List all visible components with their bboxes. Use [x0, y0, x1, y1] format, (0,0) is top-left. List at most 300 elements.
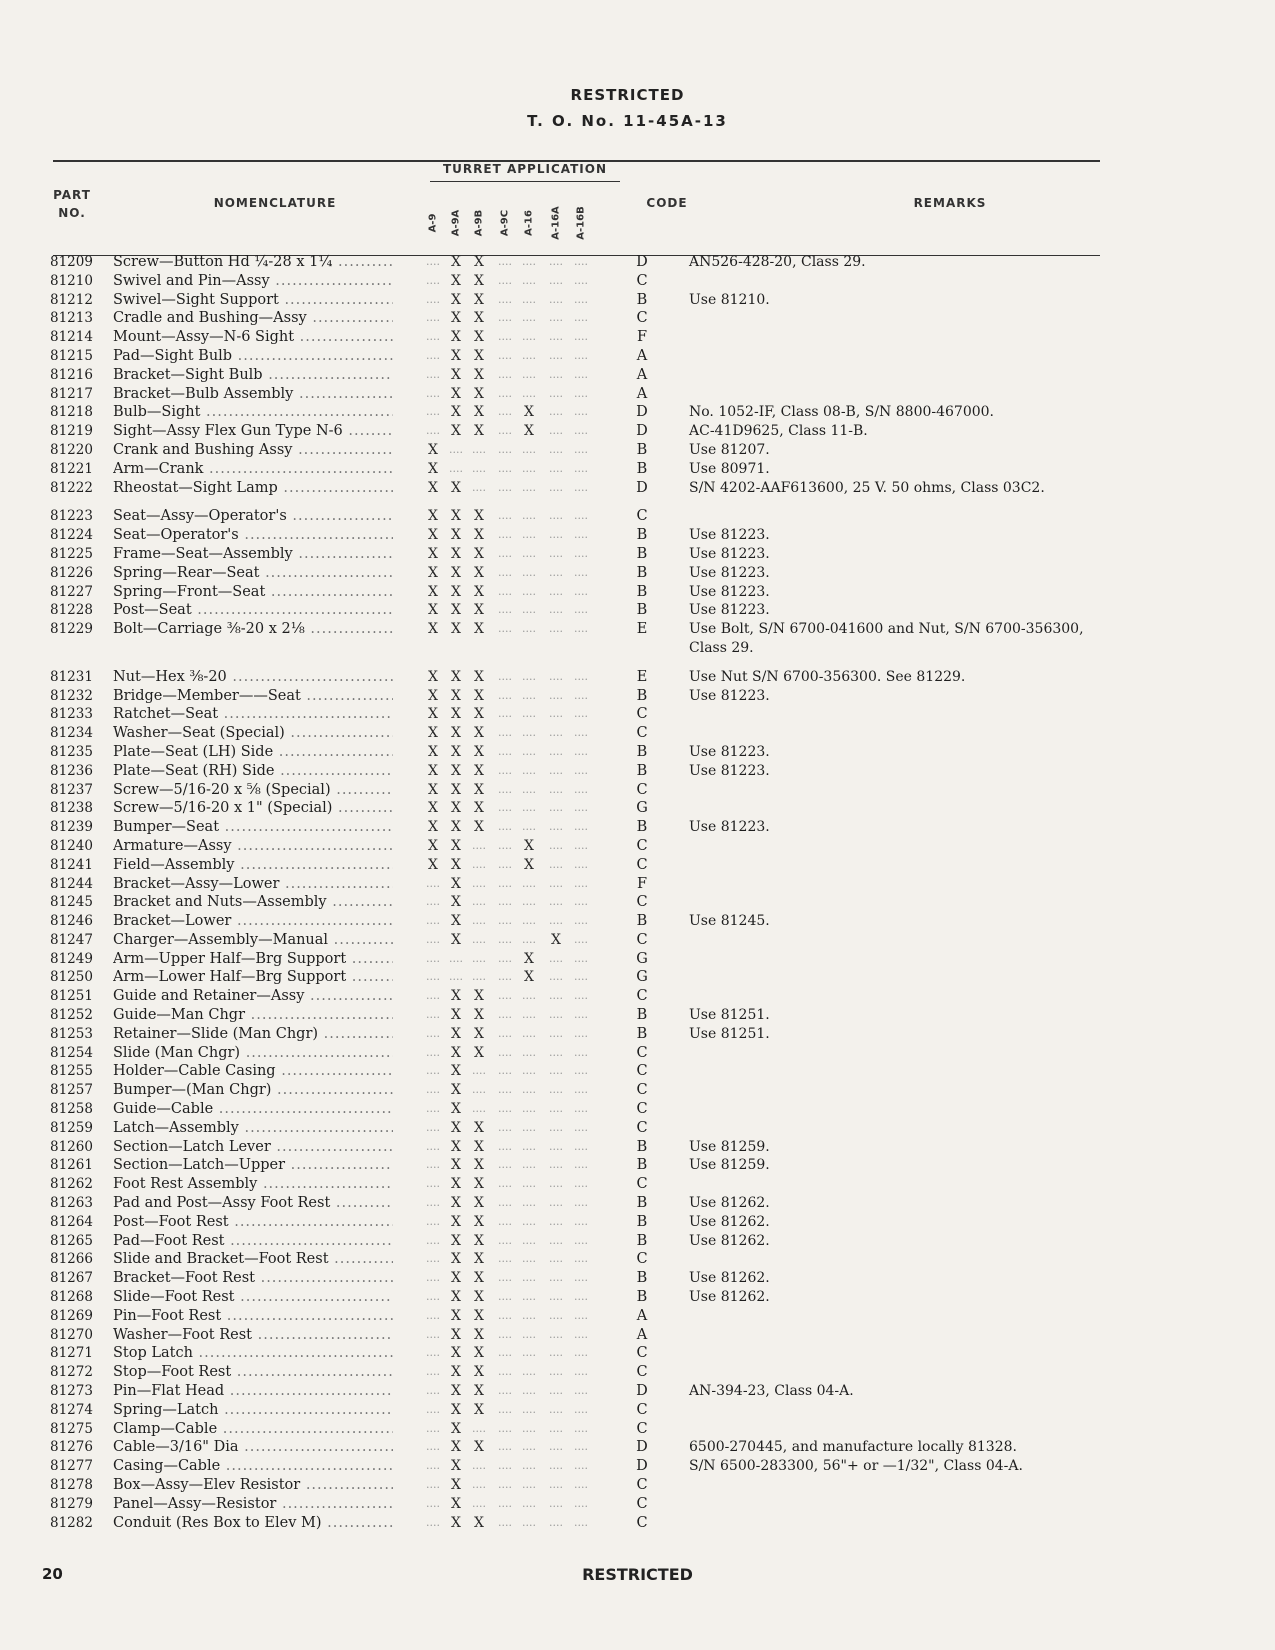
- turret-header-a-9a: [447, 198, 465, 248]
- turret-cell-a-16b: ....: [574, 1026, 588, 1040]
- turret-cell-a-9c: ....: [498, 1045, 512, 1059]
- turret-cell-a-16a: ....: [549, 914, 563, 928]
- turret-cell-a-16b: ....: [574, 255, 588, 268]
- table-row: [0, 601, 1275, 620]
- turret-cell-a-9b: X: [474, 564, 484, 581]
- turret-cell-a-9a: ....: [449, 461, 463, 475]
- turret-cell-a-16a: ....: [549, 763, 563, 777]
- turret-cell-a-9a: X: [451, 508, 461, 525]
- table-row: [0, 687, 1275, 706]
- turret-cell-a-9: X: [428, 762, 438, 779]
- turret-cell-a-16: ....: [522, 914, 536, 928]
- technical-order-number: T. O. No. 11-45A-13: [527, 112, 728, 130]
- turret-cell-a-16: ....: [522, 726, 536, 740]
- table-row: [0, 1344, 1275, 1363]
- turret-cell-a-9b: X: [474, 1307, 484, 1324]
- turret-cell-a-16a: ....: [549, 1459, 563, 1473]
- part-number: 81265: [50, 1232, 93, 1249]
- turret-cell-a-9b: X: [474, 743, 484, 760]
- part-number: 81264: [50, 1213, 93, 1230]
- turret-cell-a-9: ....: [426, 1008, 440, 1022]
- turret-cell-a-16: ....: [522, 876, 536, 890]
- turret-cell-a-9c: ....: [498, 801, 512, 815]
- table-row: [0, 1438, 1275, 1457]
- turret-cell-a-9a: X: [451, 1044, 461, 1061]
- turret-cell-a-9b: X: [474, 725, 484, 742]
- turret-cell-a-9b: X: [474, 347, 484, 364]
- nomenclature: Swivel—Sight Support .....: [113, 291, 393, 310]
- turret-cell-a-16: ....: [522, 1496, 536, 1510]
- turret-cell-a-16: ....: [522, 1252, 536, 1266]
- turret-cell-a-16b: ....: [574, 970, 588, 984]
- table-row: [0, 1250, 1275, 1269]
- turret-cell-a-9a: X: [451, 1345, 461, 1362]
- remarks-text: AC-41D9625, Class 11-B.: [689, 423, 868, 440]
- turret-cell-a-16: ....: [522, 528, 536, 542]
- remarks-text: Use 81251.: [689, 1007, 770, 1024]
- table-row: [0, 837, 1275, 856]
- table-row: [0, 1307, 1275, 1326]
- turret-cell-a-16: ....: [522, 1008, 536, 1022]
- nomenclature: Clamp—Cable .....: [113, 1420, 393, 1439]
- part-number: 81279: [50, 1495, 93, 1512]
- nomenclature: Foot Rest Assembly .....: [113, 1175, 393, 1194]
- part-number: 81277: [50, 1458, 93, 1475]
- turret-cell-a-9: ....: [426, 1459, 440, 1473]
- turret-cell-a-16a: ....: [549, 1064, 563, 1078]
- nomenclature: Nut—Hex ⅜-20 .....: [113, 668, 393, 687]
- turret-cell-a-9a: X: [451, 1307, 461, 1324]
- turret-cell-a-16b: ....: [574, 1139, 588, 1153]
- turret-cell-a-16b: ....: [574, 1196, 588, 1210]
- turret-cell-a-16: ....: [522, 1346, 536, 1360]
- table-row: [0, 366, 1275, 385]
- turret-cell-a-9a: ....: [449, 951, 463, 965]
- table-row: [0, 479, 1275, 498]
- turret-cell-a-9c: ....: [498, 565, 512, 579]
- remarks-text: Use 81262.: [689, 1232, 770, 1249]
- turret-cell-a-9a: X: [451, 583, 461, 600]
- turret-cell-a-9: ....: [426, 386, 440, 400]
- turret-cell-a-16b: ....: [574, 311, 588, 325]
- turret-cell-a-9c: ....: [498, 1365, 512, 1379]
- turret-cell-a-9: X: [428, 527, 438, 544]
- turret-cell-a-9a: X: [451, 913, 461, 930]
- code-letter: C: [636, 508, 648, 525]
- turret-cell-a-9c: ....: [498, 311, 512, 325]
- turret-cell-a-9c: ....: [498, 838, 512, 852]
- nomenclature: Conduit (Res Box to Elev M) .....: [113, 1514, 393, 1533]
- turret-cell-a-16a: ....: [549, 405, 563, 419]
- turret-cell-a-9c: ....: [498, 480, 512, 494]
- turret-cell-a-9b: X: [474, 1514, 484, 1531]
- turret-cell-a-16a: ....: [549, 1214, 563, 1228]
- code-letter: B: [636, 460, 648, 477]
- turret-cell-a-9c: ....: [498, 951, 512, 965]
- part-number: 81227: [50, 583, 93, 600]
- turret-cell-a-9: ....: [426, 1196, 440, 1210]
- table-row: [0, 1420, 1275, 1439]
- turret-cell-a-9c: ....: [498, 1026, 512, 1040]
- part-number: 81221: [50, 460, 93, 477]
- turret-cell-a-16: ....: [522, 1478, 536, 1491]
- nomenclature: Washer—Foot Rest .....: [113, 1326, 393, 1345]
- part-number: 81224: [50, 527, 93, 544]
- part-number: 81245: [50, 894, 93, 911]
- turret-header-rule: [430, 181, 620, 182]
- table-row: [0, 583, 1275, 602]
- table-row: [0, 1194, 1275, 1213]
- table-row: [0, 668, 1275, 687]
- part-number: 81216: [50, 366, 93, 383]
- code-letter: A: [636, 347, 648, 364]
- table-row: [0, 441, 1275, 460]
- turret-cell-a-9b: ....: [472, 480, 486, 494]
- turret-cell-a-16a: ....: [549, 801, 563, 815]
- nomenclature: Pad and Post—Assy Foot Rest .....: [113, 1194, 393, 1213]
- turret-cell-a-16a: ....: [549, 1327, 563, 1341]
- remarks-text: AN526-428-20, Class 29.: [689, 254, 866, 270]
- turret-cell-a-9c: ....: [498, 914, 512, 928]
- code-letter: C: [636, 725, 648, 742]
- turret-cell-a-16: ....: [522, 1459, 536, 1473]
- turret-cell-a-9b: X: [474, 706, 484, 723]
- turret-cell-a-16: ....: [522, 1177, 536, 1191]
- turret-header-a-16b: [572, 198, 590, 248]
- turret-cell-a-16b: ....: [574, 1102, 588, 1116]
- turret-cell-a-9c: ....: [498, 932, 512, 946]
- turret-cell-a-16a: ....: [549, 876, 563, 890]
- turret-cell-a-9a: X: [451, 1514, 461, 1531]
- turret-cell-a-9a: X: [451, 1025, 461, 1042]
- turret-cell-a-16b: ....: [574, 1515, 588, 1529]
- turret-cell-a-16a: ....: [549, 1196, 563, 1210]
- turret-cell-a-16: X: [524, 404, 534, 421]
- page-number: 20: [42, 1565, 63, 1583]
- turret-cell-a-9: ....: [426, 1496, 440, 1510]
- turret-cell-a-9c: ....: [498, 1308, 512, 1322]
- turret-cell-a-9b: X: [474, 1364, 484, 1381]
- turret-cell-a-16a: ....: [549, 603, 563, 617]
- remarks-text: Use 81207.: [689, 441, 770, 458]
- code-letter: B: [636, 913, 648, 930]
- turret-cell-a-16b: ....: [574, 565, 588, 579]
- code-letter: D: [636, 423, 648, 440]
- nomenclature: Bolt—Carriage ⅜-20 x 2⅛ .....: [113, 620, 393, 639]
- part-number: 81213: [50, 310, 93, 327]
- table-row: [0, 422, 1275, 441]
- nomenclature: Latch—Assembly .....: [113, 1119, 393, 1138]
- turret-cell-a-16a: ....: [549, 1102, 563, 1116]
- turret-cell-a-16a: ....: [549, 367, 563, 381]
- table-row: [0, 328, 1275, 347]
- remarks-text: Use 81223.: [689, 819, 770, 836]
- turret-cell-a-9: ....: [426, 292, 440, 306]
- code-letter: D: [636, 1383, 648, 1400]
- turret-cell-a-16b: ....: [574, 603, 588, 617]
- turret-cell-a-16: ....: [522, 330, 536, 344]
- table-row: [0, 347, 1275, 366]
- turret-cell-a-9a: X: [451, 819, 461, 836]
- turret-cell-a-16a: ....: [549, 1045, 563, 1059]
- part-number: 81255: [50, 1063, 93, 1080]
- turret-cell-a-9a: X: [451, 329, 461, 346]
- turret-cell-a-9b: ....: [472, 838, 486, 852]
- turret-cell-a-9: ....: [426, 1478, 440, 1491]
- turret-cell-a-9: ....: [426, 876, 440, 890]
- code-letter: B: [636, 819, 648, 836]
- turret-cell-a-9: ....: [426, 330, 440, 344]
- nomenclature: Slide—Foot Rest .....: [113, 1288, 393, 1307]
- turret-cell-a-16: ....: [522, 1421, 536, 1435]
- turret-cell-a-9b: X: [474, 1213, 484, 1230]
- part-number: 81282: [50, 1514, 93, 1531]
- part-number: 81217: [50, 385, 93, 402]
- code-letter: B: [636, 1138, 648, 1155]
- turret-cell-a-16: X: [524, 969, 534, 986]
- nomenclature: Guide—Cable .....: [113, 1100, 393, 1119]
- nomenclature: Arm—Upper Half—Brg Support .....: [113, 950, 393, 969]
- nomenclature: Holder—Cable Casing .....: [113, 1062, 393, 1081]
- code-letter: C: [636, 1176, 648, 1193]
- code-letter: D: [636, 1439, 648, 1456]
- turret-cell-a-9: ....: [426, 1083, 440, 1097]
- turret-cell-a-9a: X: [451, 1195, 461, 1212]
- turret-cell-a-9a: X: [451, 1420, 461, 1437]
- turret-cell-a-9c: ....: [498, 688, 512, 702]
- part-number: 81271: [50, 1345, 93, 1362]
- turret-cell-a-16a: ....: [549, 1233, 563, 1247]
- turret-cell-a-16: ....: [522, 1365, 536, 1379]
- remarks-text: Use 81262.: [689, 1289, 770, 1306]
- turret-cell-a-16: ....: [522, 1139, 536, 1153]
- turret-header-a-9b: [470, 198, 488, 248]
- footer-classification: RESTRICTED: [582, 1565, 693, 1584]
- table-row: [0, 968, 1275, 987]
- part-number: 81241: [50, 856, 93, 873]
- header-classification: RESTRICTED: [570, 86, 685, 104]
- turret-cell-a-9c: ....: [498, 1402, 512, 1416]
- turret-cell-a-16a: ....: [549, 838, 563, 852]
- turret-cell-a-16a: ....: [549, 348, 563, 362]
- turret-cell-a-9b: X: [474, 1232, 484, 1249]
- turret-cell-a-16a: ....: [549, 424, 563, 438]
- turret-cell-a-9: ....: [426, 895, 440, 909]
- turret-cell-a-16: ....: [522, 669, 536, 683]
- table-row: [0, 1213, 1275, 1232]
- turret-cell-a-16b: ....: [574, 1177, 588, 1191]
- turret-cell-a-9: ....: [426, 1440, 440, 1454]
- nomenclature: Plate—Seat (RH) Side .....: [113, 762, 393, 781]
- part-number: 81215: [50, 347, 93, 364]
- code-letter: C: [636, 1101, 648, 1118]
- part-number: 81260: [50, 1138, 93, 1155]
- turret-cell-a-9: X: [428, 583, 438, 600]
- turret-cell-a-16: ....: [522, 584, 536, 598]
- turret-cell-a-16b: ....: [574, 348, 588, 362]
- code-letter: D: [636, 479, 648, 496]
- nomenclature: Bracket—Assy—Lower .....: [113, 875, 393, 894]
- remarks-text: S/N 6500-283300, 56"+ or —1/32", Class 04-A.: [689, 1458, 1023, 1475]
- turret-cell-a-16b: ....: [574, 801, 588, 815]
- remarks-text: Use 81223.: [689, 583, 770, 600]
- nomenclature: Casing—Cable .....: [113, 1457, 393, 1476]
- remarks-text: Use 81223.: [689, 602, 770, 619]
- turret-cell-a-9: ....: [426, 424, 440, 438]
- turret-cell-a-16: X: [524, 950, 534, 967]
- code-letter: F: [636, 329, 648, 346]
- code-letter: C: [636, 1477, 648, 1493]
- turret-cell-a-9a: X: [451, 347, 461, 364]
- turret-cell-a-16b: ....: [574, 424, 588, 438]
- turret-cell-a-9: ....: [426, 1102, 440, 1116]
- turret-cell-a-9b: X: [474, 1138, 484, 1155]
- turret-cell-a-16b: ....: [574, 292, 588, 306]
- turret-cell-a-16a: ....: [549, 951, 563, 965]
- turret-cell-a-9: ....: [426, 405, 440, 419]
- remarks-text: Use 81223.: [689, 762, 770, 779]
- turret-cell-a-16a: ....: [549, 782, 563, 796]
- turret-cell-a-9c: ....: [498, 1252, 512, 1266]
- nomenclature: Guide and Retainer—Assy .....: [113, 987, 393, 1006]
- turret-cell-a-9: X: [428, 602, 438, 619]
- turret-cell-a-16a: X: [551, 931, 561, 948]
- turret-cell-a-9b: X: [474, 1195, 484, 1212]
- code-letter: B: [636, 602, 648, 619]
- table-row: [0, 1288, 1275, 1307]
- nomenclature: Arm—Lower Half—Brg Support .....: [113, 968, 393, 987]
- remarks-text: Use 81262.: [689, 1195, 770, 1212]
- part-number: 81226: [50, 564, 93, 581]
- turret-cell-a-16b: ....: [574, 838, 588, 852]
- turret-cell-a-16a: ....: [549, 688, 563, 702]
- turret-cell-a-9a: X: [451, 254, 461, 270]
- table-row: [0, 875, 1275, 894]
- nomenclature: Field—Assembly .....: [113, 856, 393, 875]
- code-letter: B: [636, 564, 648, 581]
- part-number: 81270: [50, 1326, 93, 1343]
- table-row: [0, 1100, 1275, 1119]
- part-number: 81231: [50, 668, 93, 685]
- part-number: 81253: [50, 1025, 93, 1042]
- table-row: [0, 1495, 1275, 1514]
- turret-cell-a-9: X: [428, 668, 438, 685]
- turret-header-label: A-9: [427, 213, 439, 233]
- turret-cell-a-16b: ....: [574, 584, 588, 598]
- part-number: 81247: [50, 931, 93, 948]
- turret-cell-a-16a: ....: [549, 1158, 563, 1172]
- code-letter: B: [636, 762, 648, 779]
- turret-cell-a-16a: ....: [549, 1290, 563, 1304]
- turret-cell-a-16b: ....: [574, 1290, 588, 1304]
- turret-cell-a-9b: ....: [472, 895, 486, 909]
- part-number: 81209: [50, 254, 93, 270]
- code-letter: B: [636, 1025, 648, 1042]
- turret-cell-a-9b: ....: [472, 857, 486, 871]
- part-number: 81237: [50, 781, 93, 798]
- turret-cell-a-9: ....: [426, 255, 440, 268]
- turret-cell-a-16b: ....: [574, 951, 588, 965]
- turret-cell-a-16: ....: [522, 1214, 536, 1228]
- nomenclature: Spring—Rear—Seat .....: [113, 564, 393, 583]
- table-row: [0, 1062, 1275, 1081]
- part-number: 81250: [50, 969, 93, 986]
- nomenclature: Arm—Crank .....: [113, 460, 393, 479]
- turret-cell-a-9b: ....: [472, 442, 486, 456]
- code-letter: G: [636, 950, 648, 967]
- code-letter: B: [636, 583, 648, 600]
- nomenclature: Stop Latch .....: [113, 1344, 393, 1363]
- table-row: [0, 1044, 1275, 1063]
- turret-cell-a-16: ....: [522, 1308, 536, 1322]
- turret-cell-a-9b: X: [474, 366, 484, 383]
- turret-cell-a-16a: ....: [549, 528, 563, 542]
- turret-cell-a-16a: ....: [549, 546, 563, 560]
- turret-cell-a-16: ....: [522, 311, 536, 325]
- turret-cell-a-16b: ....: [574, 1008, 588, 1022]
- turret-header-a-9c: [496, 198, 514, 248]
- turret-cell-a-9c: ....: [498, 1008, 512, 1022]
- code-letter: C: [636, 1345, 648, 1362]
- column-header-turret-application: TURRET APPLICATION: [442, 162, 607, 176]
- turret-cell-a-16: ....: [522, 546, 536, 560]
- turret-cell-a-16b: ....: [574, 876, 588, 890]
- turret-cell-a-9: X: [428, 441, 438, 458]
- nomenclature: Bulb—Sight .....: [113, 403, 393, 422]
- part-number: 81275: [50, 1420, 93, 1437]
- turret-cell-a-16: ....: [522, 1515, 536, 1529]
- turret-cell-a-9a: X: [451, 366, 461, 383]
- table-row: [0, 743, 1275, 762]
- turret-cell-a-16a: ....: [549, 442, 563, 456]
- turret-header-a-16a: [547, 198, 565, 248]
- turret-cell-a-16a: ....: [549, 1421, 563, 1435]
- turret-cell-a-16: ....: [522, 367, 536, 381]
- turret-cell-a-9b: X: [474, 545, 484, 562]
- turret-cell-a-9c: ....: [498, 273, 512, 287]
- part-number: 81273: [50, 1383, 93, 1400]
- turret-cell-a-9c: ....: [498, 1496, 512, 1510]
- turret-cell-a-9b: ....: [472, 1083, 486, 1097]
- turret-cell-a-9c: ....: [498, 1158, 512, 1172]
- turret-cell-a-16: ....: [522, 480, 536, 494]
- turret-cell-a-9: ....: [426, 1026, 440, 1040]
- turret-cell-a-9a: X: [451, 404, 461, 421]
- turret-cell-a-9c: ....: [498, 1478, 512, 1491]
- turret-cell-a-9a: X: [451, 621, 461, 638]
- code-letter: G: [636, 800, 648, 817]
- turret-cell-a-16a: ....: [549, 895, 563, 909]
- turret-cell-a-9a: X: [451, 1101, 461, 1118]
- remarks-text: Use 81223.: [689, 743, 770, 760]
- part-number: 81235: [50, 743, 93, 760]
- turret-cell-a-9c: ....: [498, 1440, 512, 1454]
- code-letter: E: [636, 668, 648, 685]
- code-letter: C: [636, 1420, 648, 1437]
- remarks-text: Use 81210.: [689, 291, 770, 308]
- code-letter: C: [636, 894, 648, 911]
- part-number: 81228: [50, 602, 93, 619]
- turret-cell-a-9a: X: [451, 1364, 461, 1381]
- turret-cell-a-9b: X: [474, 762, 484, 779]
- part-number: 81210: [50, 272, 93, 289]
- nomenclature: Screw—5/16-20 x 1" (Special) .....: [113, 799, 393, 818]
- turret-cell-a-9a: X: [451, 1082, 461, 1099]
- turret-cell-a-9: ....: [426, 970, 440, 984]
- turret-cell-a-9b: ....: [472, 876, 486, 890]
- table-row: [0, 620, 1275, 658]
- turret-cell-a-9c: ....: [498, 1120, 512, 1134]
